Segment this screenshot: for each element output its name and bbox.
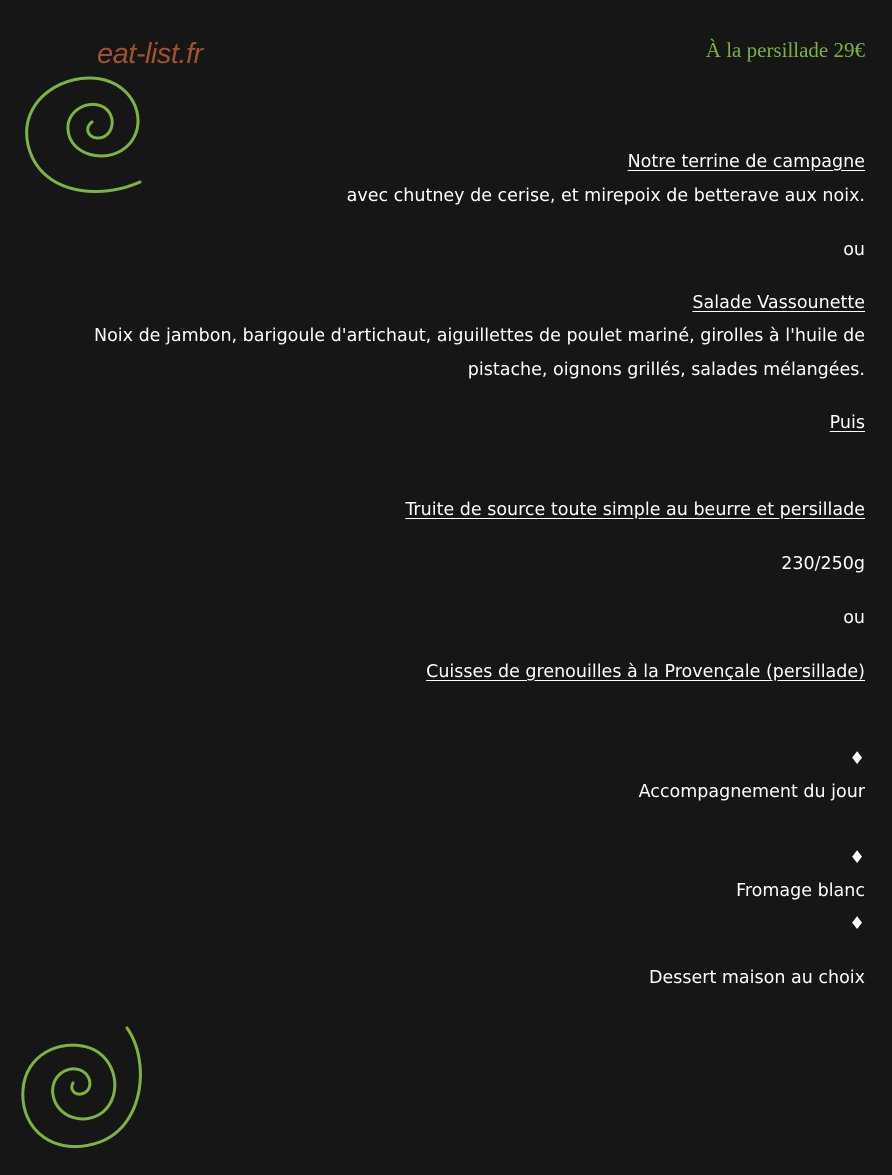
entree2-title: Salade Vassounette: [692, 293, 865, 313]
entree2-description: Noix de jambon, barigoule d'artichaut, aiguillettes de poulet mariné, girolles à l'huile de pistache, oignons grillés, salades mélangées.: [94, 326, 865, 380]
diamond-separator: ♦: [849, 914, 865, 934]
side-dish: Accompagnement du jour: [638, 782, 865, 802]
diamond-separator: ♦: [849, 749, 865, 769]
or-separator: ou: [843, 240, 865, 260]
site-logo[interactable]: eat-list.fr: [97, 38, 203, 70]
cheese: Fromage blanc: [736, 881, 865, 901]
entree1-title: Notre terrine de campagne: [627, 152, 865, 172]
spiral-icon: [20, 70, 150, 204]
or-separator: ou: [843, 608, 865, 628]
dessert: Dessert maison au choix: [649, 968, 865, 988]
main1-title: Truite de source toute simple au beurre et persillade: [405, 500, 865, 520]
main2-title: Cuisses de grenouilles à la Provençale (persillade): [426, 662, 865, 682]
diamond-separator: ♦: [849, 848, 865, 868]
then-label: Puis: [829, 413, 865, 433]
entree1-description: avec chutney de cerise, et mirepoix de betterave aux noix.: [346, 186, 865, 206]
spiral-icon: [15, 1020, 155, 1159]
menu-title: À la persillade 29€: [705, 38, 865, 62]
main1-weight: 230/250g: [781, 554, 865, 574]
